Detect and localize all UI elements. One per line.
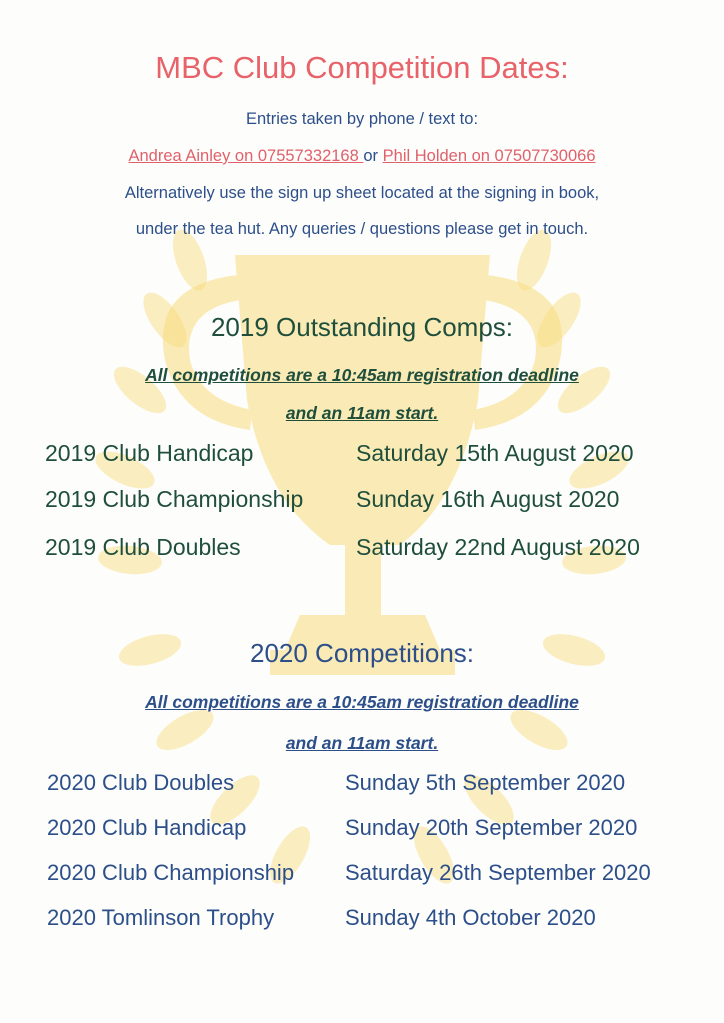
competition-row [0, 770, 724, 804]
competition-date: Sunday 4th October 2020 [345, 905, 596, 930]
competition-date: Saturday 26th September 2020 [345, 860, 651, 885]
alternative-line: Alternatively use the sign up sheet located at the signing in book, [124, 184, 600, 202]
section-2019-note-line-1: All competitions are a 10:45am registration deadline [145, 365, 579, 385]
competition-name: 2019 Club Doubles [45, 534, 241, 560]
competition-name: 2020 Club Handicap [47, 815, 247, 840]
section-2019-note-line-2: and an 11am start. [285, 403, 439, 423]
contact-phil-link[interactable]: Phil Holden on 07507730066 [382, 147, 596, 165]
queries-line: under the tea hut. Any queries / questions please get in touch. [135, 220, 589, 238]
competition-date: Sunday 5th September 2020 [345, 770, 626, 795]
section-2020-note-line-2: and an 11am start. [285, 733, 439, 753]
competition-name: 2020 Club Doubles [47, 770, 235, 795]
competition-date: Saturday 22nd August 2020 [356, 534, 640, 560]
section-2020-heading: 2020 Competitions: [249, 638, 475, 668]
competition-row [0, 440, 724, 474]
competition-row [0, 860, 724, 894]
competition-date: Saturday 15th August 2020 [356, 440, 634, 466]
contacts-line [0, 147, 724, 166]
competition-row [0, 486, 724, 520]
section-2019-heading: 2019 Outstanding Comps: [210, 312, 514, 342]
competition-name: 2020 Club Championship [47, 860, 295, 885]
entries-line: Entries taken by phone / text to: [245, 110, 479, 128]
competition-date: Sunday 16th August 2020 [356, 486, 620, 512]
competition-row [0, 534, 724, 568]
competition-row [0, 905, 724, 939]
page-title: MBC Club Competition Dates: [155, 50, 569, 85]
competition-date: Sunday 20th September 2020 [345, 815, 638, 840]
competition-name: 2020 Tomlinson Trophy [47, 905, 275, 930]
competition-name: 2019 Club Handicap [45, 440, 254, 466]
competition-row [0, 815, 724, 849]
competition-name: 2019 Club Championship [45, 486, 304, 512]
contact-andrea-link[interactable]: Andrea Ainley on 07557332168 [128, 147, 364, 165]
or-text: or [363, 147, 379, 165]
section-2020-note-line-1: All competitions are a 10:45am registration deadline [145, 692, 579, 712]
